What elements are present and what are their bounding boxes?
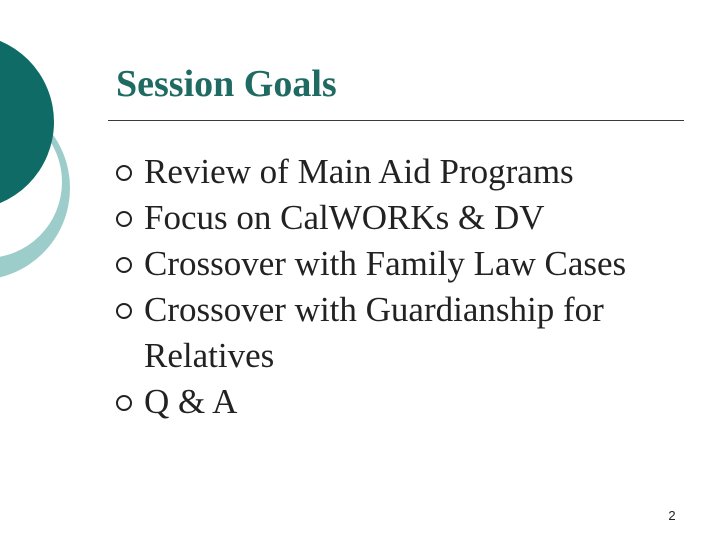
bullet-item [112,149,682,195]
title-divider [108,120,684,121]
hollow-circle-bullet-icon [116,395,132,411]
page-number: 2 [668,508,676,523]
hollow-circle-bullet-icon [116,211,132,227]
bullet-item [112,241,682,287]
slide-title: Session Goals [116,63,337,105]
bullet-item [112,195,682,241]
bullet-text: Crossover with Guardianship for Relatives [144,290,604,375]
bullet-item [112,379,682,425]
hollow-circle-bullet-icon [116,303,132,319]
hollow-circle-bullet-icon [116,257,132,273]
bullet-text: Crossover with Family Law Cases [144,244,627,283]
bullet-text: Q & A [144,382,238,421]
bullet-item [112,287,682,379]
bullet-text: Focus on CalWORKs & DV [144,198,545,237]
decorative-circles [0,0,80,300]
bullet-list [112,149,682,425]
hollow-circle-bullet-icon [116,165,132,181]
bullet-text: Review of Main Aid Programs [144,152,574,191]
